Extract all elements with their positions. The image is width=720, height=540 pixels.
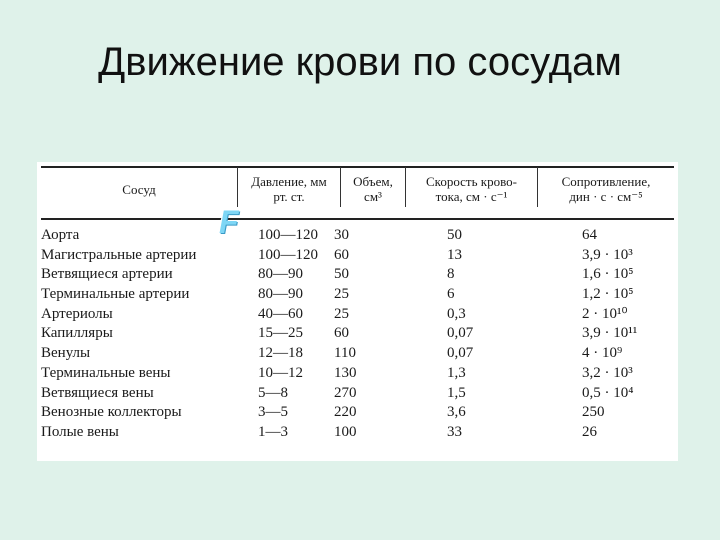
cell-pressure: 15—25 xyxy=(258,325,303,342)
cell-volume: 100 xyxy=(334,423,357,440)
slide-title: Движение крови по сосудам xyxy=(98,40,622,84)
table-top-rule xyxy=(41,166,674,168)
cell-resistance: 2 · 10¹⁰ xyxy=(582,305,628,322)
cell-speed: 33 xyxy=(447,423,462,440)
cell-vessel: Терминальные артерии xyxy=(41,286,190,303)
cell-speed: 50 xyxy=(447,227,462,243)
cell-pressure: 12—18 xyxy=(258,345,303,362)
cell-volume: 50 xyxy=(334,266,349,283)
header-pressure-line1: Давление, мм xyxy=(251,174,327,189)
cell-pressure: 10—12 xyxy=(258,364,303,381)
header-speed-line1: Скорость крово- xyxy=(426,174,517,189)
header-resistance xyxy=(538,174,674,204)
cell-pressure: 5—8 xyxy=(258,384,288,401)
table-row xyxy=(37,285,678,305)
cell-speed: 6 xyxy=(447,286,455,303)
cell-pressure: 80—90 xyxy=(258,266,303,283)
cell-vessel: Венозные коллекторы xyxy=(41,404,182,421)
cell-volume: 30 xyxy=(334,227,349,243)
header-volume-line1: Объем, xyxy=(353,174,393,189)
cell-vessel: Аорта xyxy=(41,227,80,243)
cell-speed: 0,07 xyxy=(447,325,474,342)
header-resistance-line2: дин · с · см⁻⁵ xyxy=(569,189,643,204)
cell-vessel: Артериолы xyxy=(41,305,113,322)
header-volume xyxy=(341,174,405,204)
header-volume-line2: см³ xyxy=(364,189,382,204)
cell-volume: 130 xyxy=(334,364,357,381)
table-row xyxy=(37,324,678,344)
cell-volume: 60 xyxy=(334,246,349,263)
cell-resistance: 250 xyxy=(582,404,605,421)
cell-pressure: 3—5 xyxy=(258,404,288,421)
cell-pressure: 1—3 xyxy=(258,423,288,440)
header-resistance-line1: Сопротивление, xyxy=(561,174,651,189)
cell-vessel: Капилляры xyxy=(41,325,113,342)
cell-speed: 1,5 xyxy=(447,384,466,401)
table-row xyxy=(37,344,678,364)
cell-volume: 60 xyxy=(334,325,349,342)
cell-resistance: 1,6 · 10⁵ xyxy=(582,266,634,283)
cell-volume: 110 xyxy=(334,345,356,362)
f-logo-icon: F xyxy=(219,204,239,240)
table-row xyxy=(37,364,678,384)
header-speed xyxy=(406,174,537,204)
cell-vessel: Терминальные вены xyxy=(41,364,171,381)
header-pressure xyxy=(238,174,340,204)
header-bottom-rule xyxy=(41,218,674,220)
cell-speed: 13 xyxy=(447,246,462,263)
cell-vessel: Магистральные артерии xyxy=(41,246,197,263)
vessel-table xyxy=(37,162,678,461)
table-row xyxy=(37,384,678,404)
header-pressure-line2: рт. ст. xyxy=(273,189,305,204)
cell-speed: 3,6 xyxy=(447,404,466,421)
cell-volume: 220 xyxy=(334,404,357,421)
table-body xyxy=(37,226,678,443)
cell-volume: 25 xyxy=(334,305,349,322)
header-vessel xyxy=(41,182,237,197)
cell-pressure: 40—60 xyxy=(258,305,303,322)
cell-resistance: 0,5 · 10⁴ xyxy=(582,384,634,401)
cell-vessel: Ветвящиеся артерии xyxy=(41,266,173,283)
cell-resistance: 3,2 · 10³ xyxy=(582,364,633,381)
cell-vessel: Полые вены xyxy=(41,423,119,440)
cell-speed: 1,3 xyxy=(447,364,466,381)
cell-resistance: 1,2 · 10⁵ xyxy=(582,286,634,303)
table-row xyxy=(37,403,678,423)
cell-speed: 0,07 xyxy=(447,345,474,362)
cell-pressure: 100—120 xyxy=(258,246,318,263)
table-row xyxy=(37,246,678,266)
cell-vessel: Ветвящиеся вены xyxy=(41,384,154,401)
cell-volume: 25 xyxy=(334,286,349,303)
cell-resistance: 4 · 10⁹ xyxy=(582,345,623,362)
cell-resistance: 64 xyxy=(582,227,597,243)
cell-resistance: 3,9 · 10¹¹ xyxy=(582,325,638,342)
header-speed-line2: тока, см · с⁻¹ xyxy=(435,189,508,204)
table-row xyxy=(37,305,678,325)
cell-pressure: 100—120 xyxy=(258,227,318,243)
cell-speed: 0,3 xyxy=(447,305,466,322)
cell-speed: 8 xyxy=(447,266,455,283)
table-row xyxy=(37,265,678,285)
table-row xyxy=(37,423,678,443)
cell-pressure: 80—90 xyxy=(258,286,303,303)
cell-resistance: 26 xyxy=(582,423,597,440)
header-vessel-label: Сосуд xyxy=(122,182,156,197)
table-row xyxy=(37,226,678,246)
cell-vessel: Венулы xyxy=(41,345,91,362)
cell-volume: 270 xyxy=(334,384,357,401)
cell-resistance: 3,9 · 10³ xyxy=(582,246,633,263)
